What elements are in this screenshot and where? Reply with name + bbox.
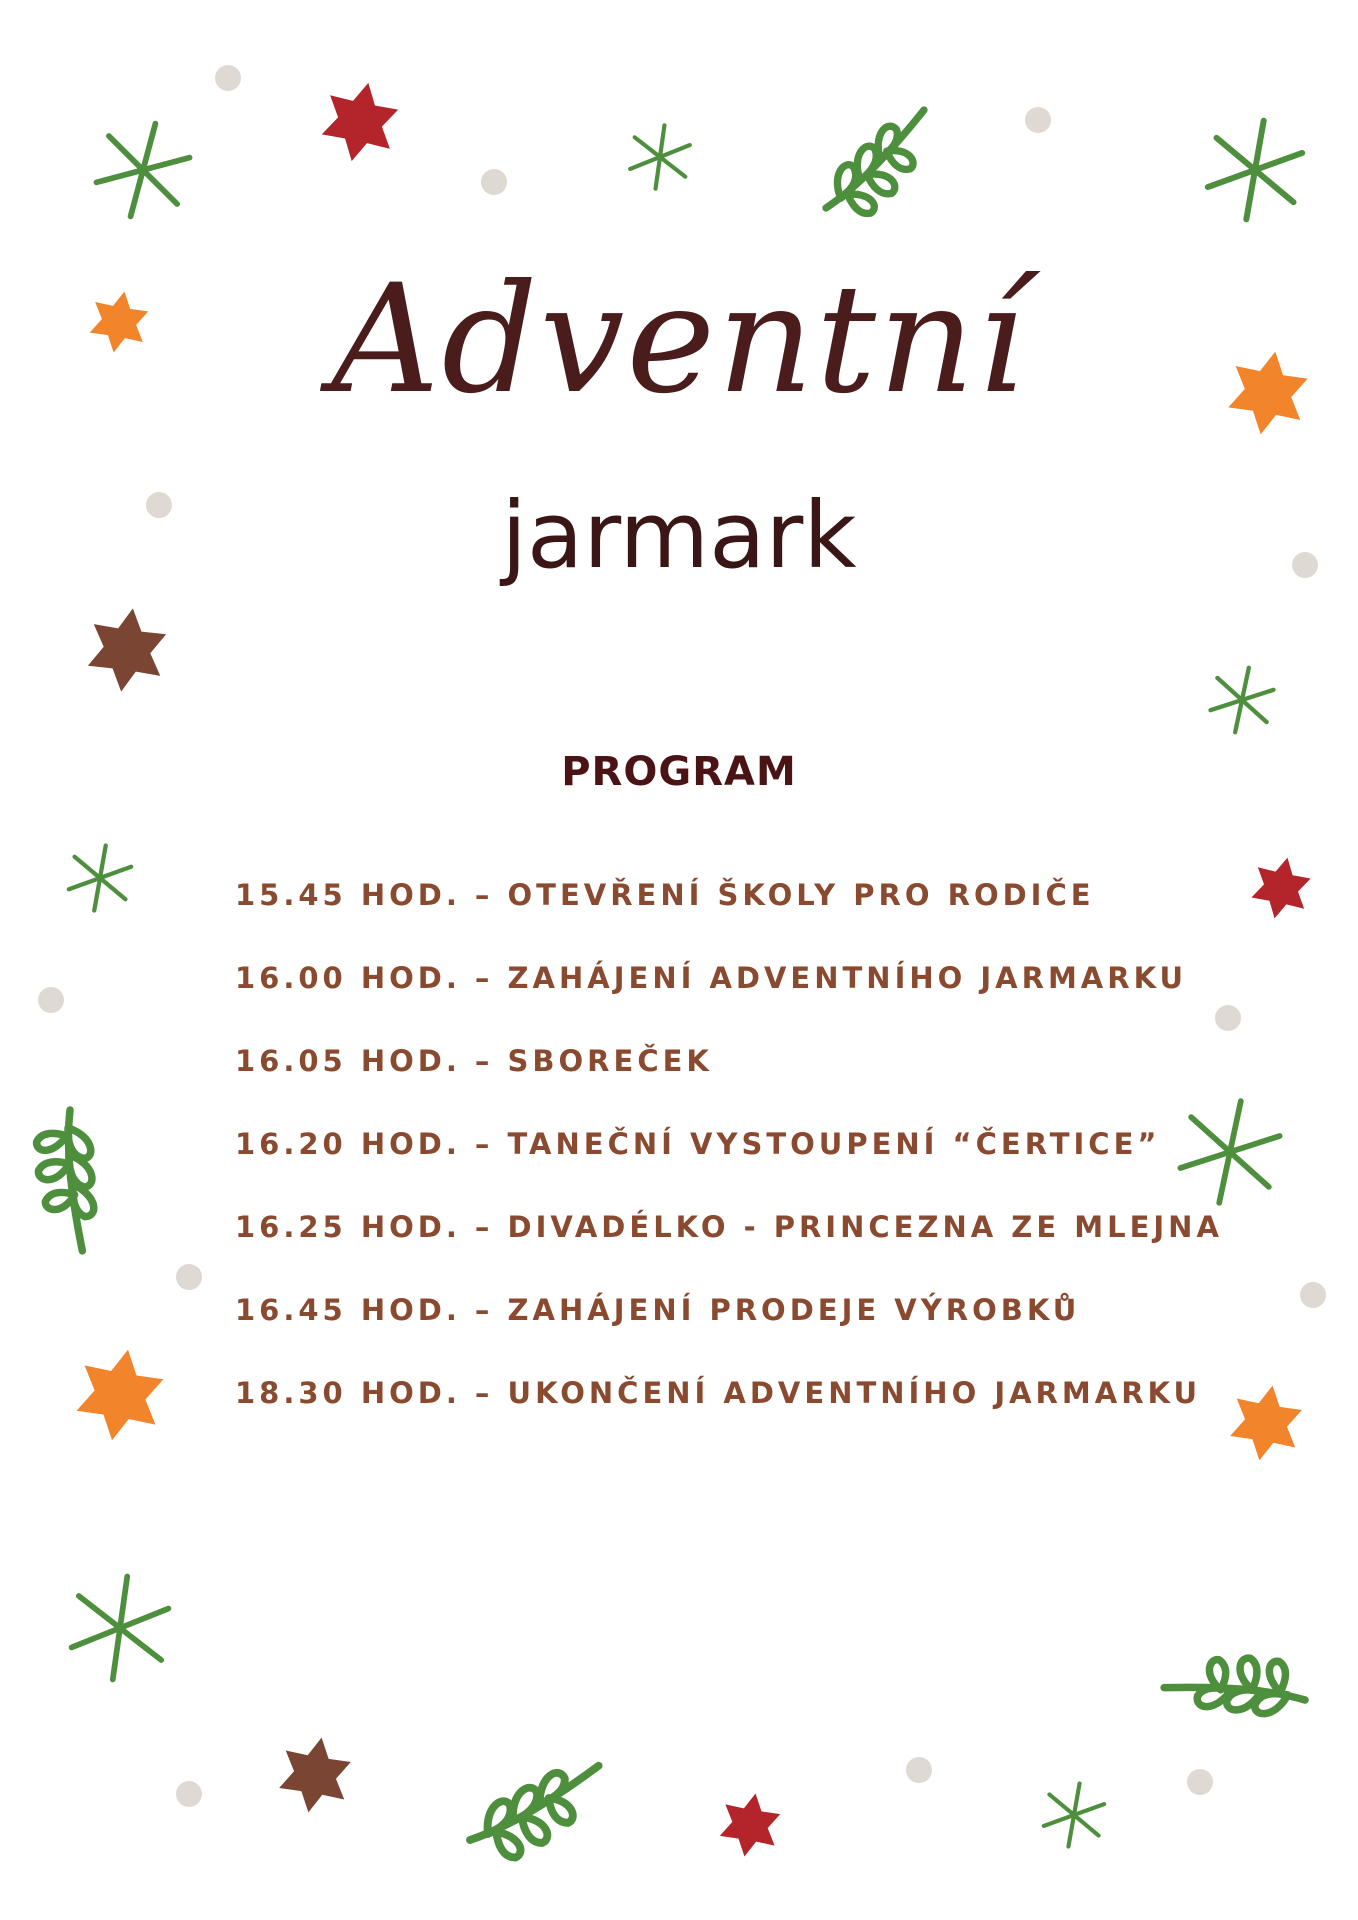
sparkle-icon bbox=[90, 113, 196, 227]
star-icon bbox=[717, 1789, 783, 1862]
dot-icon bbox=[481, 169, 507, 195]
branch-icon bbox=[468, 1739, 598, 1873]
branch-icon bbox=[826, 110, 924, 213]
schedule-item: 16.45 HOD. – ZAHÁJENÍ PRODEJE VÝROBKŮ bbox=[235, 1293, 1081, 1327]
sparkle-icon bbox=[1207, 662, 1277, 738]
star-icon bbox=[1227, 1380, 1305, 1466]
star-icon bbox=[73, 1343, 168, 1448]
dot-icon bbox=[215, 65, 241, 91]
dot-icon bbox=[176, 1781, 202, 1807]
star-icon bbox=[276, 1732, 354, 1818]
sparkle-icon bbox=[1041, 1779, 1107, 1852]
sparkle-icon bbox=[1203, 113, 1306, 227]
star-icon bbox=[1248, 852, 1314, 924]
dot-icon bbox=[38, 987, 64, 1013]
program-heading: PROGRAM bbox=[561, 749, 797, 795]
star-icon bbox=[318, 76, 403, 169]
dot-icon bbox=[906, 1757, 932, 1783]
schedule-item: 16.25 HOD. – DIVADÉLKO - PRINCEZNA ZE MLEJNA bbox=[235, 1210, 1223, 1244]
dot-icon bbox=[1187, 1769, 1213, 1795]
dot-icon bbox=[176, 1264, 202, 1290]
dot-icon bbox=[1300, 1282, 1326, 1308]
schedule-item: 15.45 HOD. – OTEVŘENÍ ŠKOLY PRO RODIČE bbox=[235, 878, 1095, 912]
sparkle-icon bbox=[68, 1570, 172, 1686]
schedule-item: 16.00 HOD. – ZAHÁJENÍ ADVENTNÍHO JARMARKU bbox=[235, 961, 1188, 995]
sparkle-icon bbox=[628, 121, 692, 192]
branch-icon bbox=[1164, 1620, 1309, 1764]
title-subtitle: jarmark bbox=[501, 482, 857, 589]
star-icon bbox=[85, 603, 169, 696]
schedule-item: 18.30 HOD. – UKONČENÍ ADVENTNÍHO JARMARKU bbox=[235, 1376, 1202, 1410]
schedule-item: 16.05 HOD. – SBOREČEK bbox=[235, 1044, 713, 1078]
title-script: Adventní bbox=[331, 253, 1027, 427]
schedule-list bbox=[235, 870, 1223, 1451]
sparkle-icon bbox=[66, 841, 134, 916]
branch-icon bbox=[1, 1106, 146, 1250]
schedule-item: 16.20 HOD. – TANEČNÍ VYSTOUPENÍ “ČERTICE” bbox=[235, 1127, 1161, 1161]
dot-icon bbox=[1025, 107, 1051, 133]
